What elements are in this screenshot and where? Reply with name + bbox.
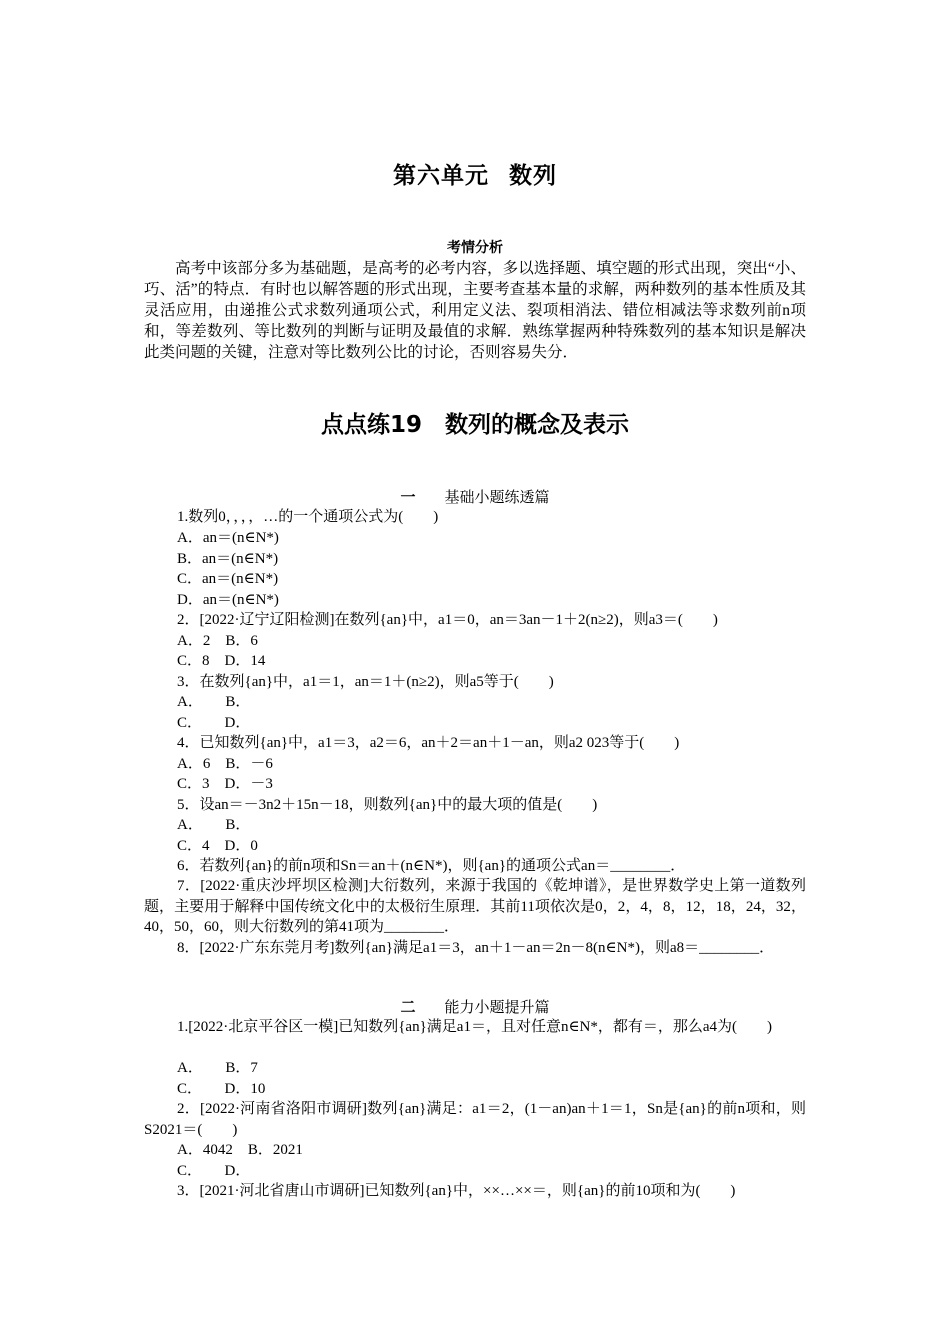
question-8-stem [144, 938, 806, 959]
analysis-text [144, 258, 806, 363]
analysis-heading: 考情分析 [447, 240, 503, 256]
question-1-option-d: D．an＝(n∈N*) [177, 592, 279, 608]
advanced-question-3-stem [144, 1181, 806, 1202]
unit-title-part1: 第六单元 [393, 163, 489, 189]
advanced-question-1-options-ab: A． B．7 [177, 1060, 258, 1076]
question-7-stem [144, 876, 806, 938]
unit-title [0, 157, 950, 190]
question-8-text: 8．[2022·广东东莞月考]数列{an}满足a1＝3，an＋1－an＝2n－8(n∈N*)，则a8＝________． [177, 940, 775, 956]
question-1-option-b: B．an＝(n∈N*) [177, 551, 279, 567]
question-1-stem: 1.数列0，，，，…的一个通项公式为( ) [177, 509, 439, 525]
section-number: 一 [400, 488, 416, 506]
question-5-stem: 5．设an＝－3n2＋15n－18，则数列{an}中的最大项的值是( ) [177, 797, 598, 813]
question-2-options-cd: C．8 D．14 [177, 653, 266, 669]
question-4-options-ab: A．6 B．－6 [177, 756, 273, 772]
question-4-stem: 4．已知数列{an}中，a1＝3，a2＝6，an＋2＝an＋1－an，则a2 023等于( ) [177, 735, 680, 751]
advanced-question-2-options-cd: C． D． [177, 1163, 251, 1179]
question-5-options-ab: A． B． [177, 817, 251, 833]
analysis-paragraph: 高考中该部分多为基础题，是高考的必考内容，多以选择题、填空题的形式出现，突出“小、巧、活”的特点．有时也以解答题的形式出现，主要考查基本量的求解，两种数列的基本性质及其灵活应用，由递推公式求数列通项公式，利用定义法、裂项相消法、错位相减法等求数列前n项和，等差数列、等比数列的判断与证明及最值的求解．熟练掌握两种特殊数列的基本知识是解决此类问题的关键，注意对等比数列公比的讨论，否则容易失分． [144, 260, 806, 361]
advanced-question-3-text: 3．[2021·河北省唐山市调研]已知数列{an}中，××…××＝，则{an}的前10项和为( ) [177, 1183, 736, 1199]
advanced-question-1-options-cd: C． D．10 [177, 1081, 266, 1097]
advanced-question-2-text: 2．[2022·河南省洛阳市调研]数列{an}满足：a1＝2，(1－an)an＋1＝1，Sn是{an}的前n项和，则S2021＝( ) [144, 1101, 806, 1138]
section-heading-advanced [0, 996, 950, 1017]
question-2-options-ab: A．2 B．6 [177, 633, 258, 649]
lesson-title: 点点练19 数列的概念及表示 [320, 412, 629, 438]
section-title: 基础小题练透篇 [444, 490, 550, 506]
question-1-option-c: C．an＝(n∈N*) [177, 571, 279, 587]
question-2-stem: 2．[2022·辽宁辽阳检测]在数列{an}中，a1＝0，an＝3an－1＋2(n≥2)，则a3＝( ) [177, 612, 718, 628]
question-6-stem: 6．若数列{an}的前n项和Sn＝an＋(n∈N*)，则{an}的通项公式an＝________． [177, 858, 686, 874]
question-1-option-a: A．an＝(n∈N*) [177, 530, 279, 546]
question-5-options-cd: C．4 D．0 [177, 838, 258, 854]
advanced-question-2-options-ab: A．4042 B．2021 [177, 1142, 303, 1158]
advanced-question-1-stem [144, 1017, 806, 1038]
section-number: 二 [400, 998, 416, 1016]
question-3-stem: 3．在数列{an}中，a1＝1，an＝1＋(n≥2)，则a5等于( ) [177, 674, 554, 690]
advanced-question-1-text: 1.[2022·北京平谷区一模]已知数列{an}满足a1＝，且对任意n∈N*，都有＝，那么a4为( ) [177, 1019, 773, 1035]
question-3-options-ab: A． B． [177, 694, 251, 710]
question-3-options-cd: C． D． [177, 715, 251, 731]
question-4-options-cd: C．3 D．－3 [177, 776, 273, 792]
section-title: 能力小题提升篇 [444, 1000, 550, 1016]
section-heading-basic [0, 486, 950, 507]
unit-title-part2: 数列 [509, 163, 557, 189]
question-7-text: 7．[2022·重庆沙坪坝区检测]大衍数列，来源于我国的《乾坤谱》，是世界数学史上第一道数列题，主要用于解释中国传统文化中的太极衍生原理．其前11项依次是0，2，4，8，12，18，24，32，40，50，60，则大衍数列的第41项为________． [144, 878, 806, 936]
advanced-question-2-stem [144, 1099, 806, 1140]
